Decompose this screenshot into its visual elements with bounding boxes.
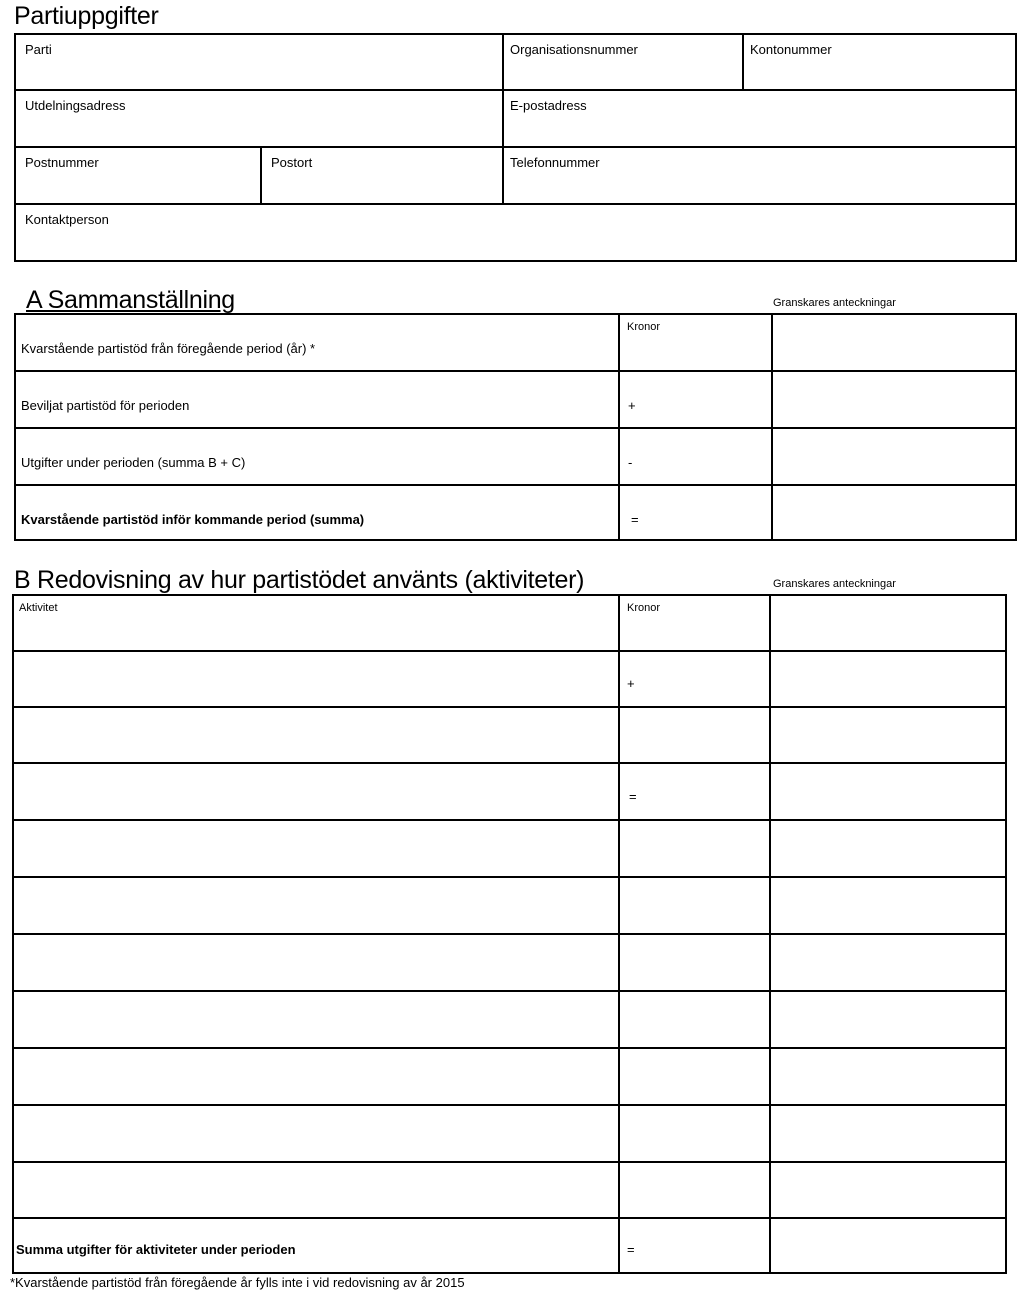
section-a-row-label: Kvarstående partistöd från föregående period (år) * (21, 341, 316, 356)
section-b-row-sign: = (629, 789, 637, 804)
divider (260, 146, 262, 203)
section-a-row-sign: - (628, 455, 633, 470)
divider (742, 33, 744, 89)
divider (12, 990, 1007, 992)
section-a-row-label: Utgifter under perioden (summa B + C) (21, 455, 246, 470)
divider (12, 762, 1007, 764)
divider (14, 484, 1017, 486)
divider (12, 933, 1007, 935)
field-label-telefonnummer: Telefonnummer (510, 155, 600, 170)
section-a-notes-header: Granskares anteckningar (773, 297, 896, 309)
section-a-kronor-header: Kronor (627, 321, 661, 333)
divider (12, 1104, 1007, 1106)
footnote: *Kvarstående partistöd från föregående år fylls inte i vid redovisning av år 2015 (10, 1275, 465, 1290)
section-b-notes-header: Granskares anteckningar (773, 578, 896, 590)
section-b-activity-header: Aktivitet (19, 602, 58, 614)
section-b-kronor-header: Kronor (627, 602, 661, 614)
field-label-postort: Postort (271, 155, 313, 170)
divider (618, 313, 620, 541)
divider (12, 876, 1007, 878)
divider (12, 1217, 1007, 1219)
section-b-row-sign: + (627, 676, 635, 691)
field-label-organisationsnummer: Organisationsnummer (510, 42, 638, 57)
divider (12, 1047, 1007, 1049)
section-a-title: A Sammanställning (26, 286, 235, 314)
divider (618, 594, 620, 1274)
field-label-parti: Parti (25, 42, 52, 57)
section-b-title: B Redovisning av hur partistödet använts (aktiviteter) (14, 566, 585, 594)
divider (14, 427, 1017, 429)
section-a-row-label: Beviljat partistöd för perioden (21, 398, 190, 413)
field-label-postnummer: Postnummer (25, 155, 99, 170)
field-label-kontonummer: Kontonummer (750, 42, 832, 57)
divider (14, 370, 1017, 372)
divider (14, 203, 1017, 205)
section-a-row-sign: + (628, 398, 636, 413)
field-label-epostadress: E-postadress (510, 98, 587, 113)
divider (12, 819, 1007, 821)
section-b-sum-sign: = (627, 1242, 635, 1257)
section-a-row-sign: = (631, 512, 639, 527)
divider (12, 650, 1007, 652)
divider (12, 706, 1007, 708)
party-info-title: Partiuppgifter (14, 2, 159, 30)
field-label-kontaktperson: Kontaktperson (25, 212, 109, 227)
divider (14, 89, 1017, 91)
divider (12, 1161, 1007, 1163)
section-a-row-label: Kvarstående partistöd inför kommande period (summa) (21, 512, 365, 527)
divider (771, 313, 773, 541)
divider (14, 146, 1017, 148)
divider (502, 33, 504, 203)
divider (769, 594, 771, 1274)
section-b-sum-label: Summa utgifter för aktiviteter under perioden (16, 1242, 296, 1257)
field-label-utdelningsadress: Utdelningsadress (25, 98, 126, 113)
